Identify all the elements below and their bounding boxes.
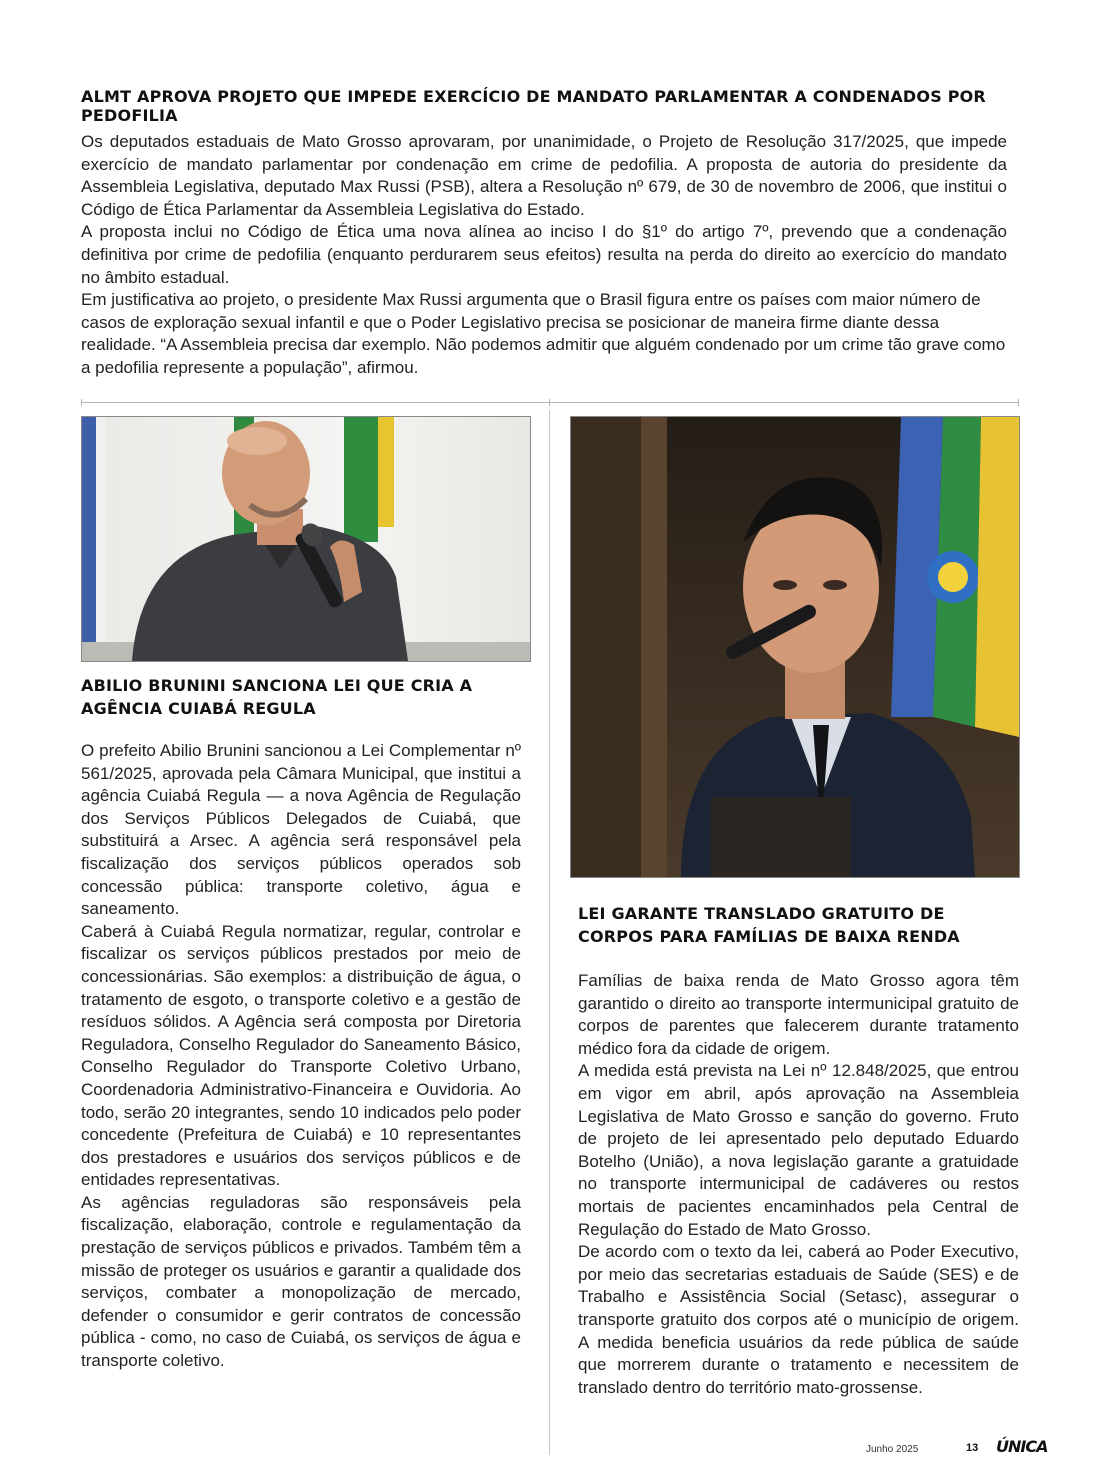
right-story-paragraph: De acordo com o texto da lei, caberá ao Poder Executivo, por meio das secretarias estaduais de Saúde (SES) e de Trabalho e Assistência Social (Setasc), assegurar o transporte gratuito dos corpos até o município de origem. A medida beneficia usuários da rede pública de saúde que morrerem durante o tratamento e necessitem de translado dentro do território mato-grossense. — [578, 1242, 1019, 1397]
magazine-logo: ÚNICA — [996, 1437, 1048, 1456]
page-number: 13 — [966, 1442, 979, 1454]
top-story-body — [81, 131, 1007, 380]
column-divider — [549, 410, 550, 1455]
top-story-paragraph: Em justificativa ao projeto, o presidente Max Russi argumenta que o Brasil figura entre os países com maior número de casos de exploração sexual infantil e que o Poder Legislativo precisa se posicionar de maneira firme diante dessa realidade. “A Assembleia precisa dar exemplo. Não podemos admitir que alguém condenado por um crime tão grave como a pedofilia represente a população”, afirmou. — [81, 290, 1006, 377]
top-story-paragraph: A proposta inclui no Código de Ética uma nova alínea ao inciso I do §1º do artigo 7º, prevendo que a condenação definitiva por crime de pedofilia (enquanto perdurarem seus efeitos) resulta na perda do direito ao exercício do mandato no âmbito estadual. — [81, 222, 1007, 287]
left-story-headline: ABILIO BRUNINI SANCIONA LEI QUE CRIA A AGÊNCIA CUIABÁ REGULA — [81, 676, 473, 718]
left-story-paragraph: As agências reguladoras são responsáveis pela fiscalização, elaboração, controle e regulamentação da prestação de serviços públicos e privados. Também têm a missão de proteger os usuários e garantir a qualidade dos serviços, combater a monopolização de mercado, defender o consumidor e gerir contratos de concessão pública - como, no caso de Cuiabá, os serviços de água e transporte coletivo. — [81, 1192, 521, 1371]
right-story-paragraph: Famílias de baixa renda de Mato Grosso agora têm garantido o direito ao transporte intermunicipal gratuito de corpos de parentes que falecerem durante tratamento médico fora da cidade de origem. — [578, 971, 1019, 1058]
issue-date: Junho 2025 — [866, 1444, 919, 1455]
right-story-headline: LEI GARANTE TRANSLADO GRATUITO DE CORPOS PARA FAMÍLIAS DE BAIXA RENDA — [578, 904, 960, 946]
top-story-paragraph: Os deputados estaduais de Mato Grosso aprovaram, por unanimidade, o Projeto de Resolução 317/2025, que impede exercício de mandato parlamentar por condenação em crime de pedofilia. A proposta de autoria do presidente da Assembleia Legislativa, deputado Max Russi (PSB), altera a Resolução nº 679, de 30 de novembro de 2006, que institui o Código de Ética Parlamentar da Assembleia Legislativa do Estado. — [81, 132, 1007, 219]
right-story-paragraph: A medida está prevista na Lei nº 12.848/2025, que entrou em vigor em abril, após aprovação na Assembleia Legislativa de Mato Grosso e sanção do governo. Fruto de projeto de lei apresentado pelo deputado Eduardo Botelho (União), a nova legislação garante a gratuidade no transporte intermunicipal de cadáveres ou restos mortais de pacientes encaminhados pela Central de Regulação do Estado de Mato Grosso. — [578, 1061, 1019, 1239]
top-story-headline: ALMT APROVA PROJETO QUE IMPEDE EXERCÍCIO DE MANDATO PARLAMENTAR A CONDENADOS POR PEDOFILIA — [81, 87, 986, 125]
right-story-body — [578, 970, 1019, 1399]
abilio-brunini-photo — [81, 416, 531, 662]
eduardo-botelho-photo — [570, 416, 1020, 878]
section-divider — [81, 402, 1019, 403]
left-story-body — [81, 740, 521, 1373]
left-story-paragraph: O prefeito Abilio Brunini sancionou a Lei Complementar nº 561/2025, aprovada pela Câmara Municipal, que institui a agência Cuiabá Regula — a nova Agência de Regulação dos Serviços Públicos Delegados de Cuiabá, que substituirá a Arsec. A agência será responsável pela fiscalização dos serviços públicos operados sob concessão pública: transporte coletivo, água e saneamento. — [81, 741, 521, 919]
left-story-paragraph: Caberá à Cuiabá Regula normatizar, regular, controlar e fiscalizar os serviços públicos prestados por meio de concessionárias. São exemplos: a distribuição de água, o tratamento de esgoto, o transporte coletivo e a gestão de resíduos sólidos. A Agência será composta por Diretoria Reguladora, Conselho Regulador do Saneamento Básico, Conselho Regulador do Transporte Coletivo Urbano, Coordenadoria Administrativo-Financeira e Ouvidoria. Ao todo, serão 20 integrantes, sendo 10 indicados pelo poder concedente (Prefeitura de Cuiabá) e 10 representantes dos prestadores e usuários dos serviços públicos e de entidades representativas. — [81, 921, 521, 1190]
